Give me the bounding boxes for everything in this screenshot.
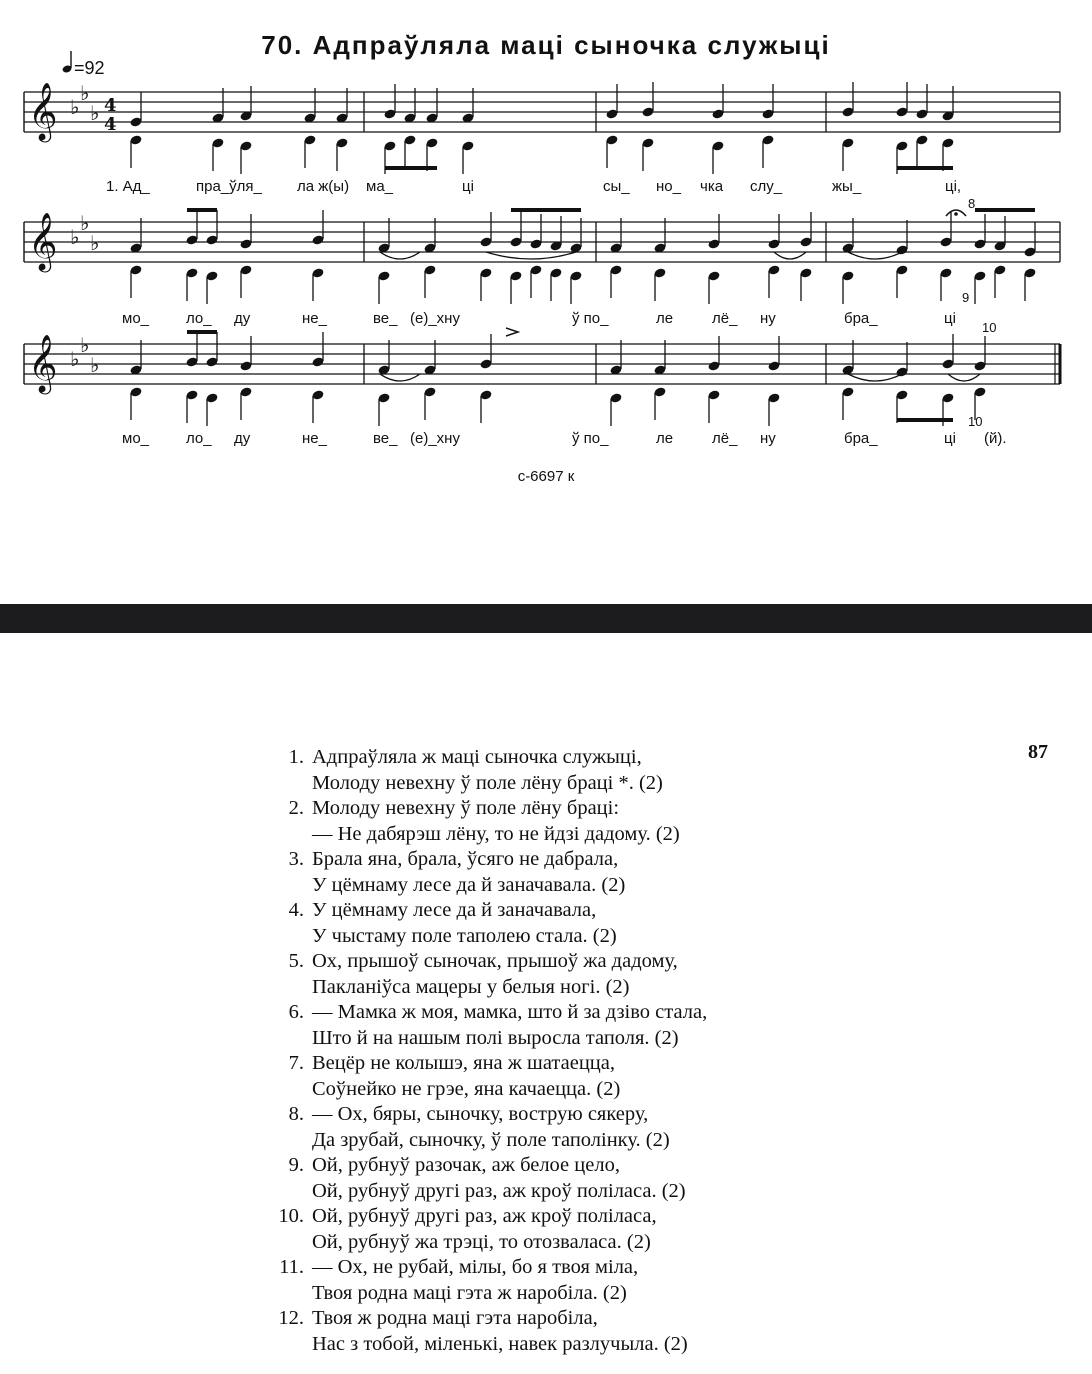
lyric-syllable: ну (760, 430, 776, 447)
plate-number: с-6697 к (517, 468, 575, 485)
lyric-syllable: ду (234, 430, 251, 447)
treble-clef-icon: 𝄞 (28, 334, 58, 392)
slur (380, 374, 420, 381)
fermata-dot-icon (954, 212, 958, 216)
lyric-syllable: ве_ (373, 310, 398, 327)
lyric-syllable: сы_ (603, 178, 630, 195)
flat-icon: ♭ (80, 211, 90, 235)
verse (270, 1051, 830, 1102)
lyric-syllable: мо_ (122, 430, 149, 447)
time-signature-icon: 4 (104, 114, 117, 135)
verse-line: Ой, рубнуў другі раз, аж кроў поліласа. (2) (312, 1179, 686, 1202)
verse-number: 12. (278, 1307, 304, 1329)
verse-line: — Не дабярэш лёну, то не йдзі дадому. (2) (312, 822, 680, 845)
verse-line: Ой, рубнуў разочак, аж белое цело, (312, 1154, 620, 1176)
verse-line: Што й на нашым полі выросла таполя. (2) (312, 1026, 679, 1049)
verse (270, 1204, 830, 1255)
verse-line: — Ох, не рубай, мілы, бо я твоя міла, (312, 1256, 639, 1278)
page-number: 87 (1028, 741, 1048, 763)
verse-number: 6. (288, 1001, 304, 1023)
verse-line: Ох, прышоў сыночак, прышоў жа дадому, (312, 950, 678, 972)
lyric-syllable: (е)_хну (410, 430, 460, 447)
time-signature-icon: 4 (104, 95, 117, 116)
lyric-syllable: слу_ (750, 178, 783, 195)
lyric-syllable: ці (462, 178, 474, 195)
slur (380, 252, 420, 259)
verse-number: 7. (288, 1052, 304, 1074)
flat-icon: ♭ (90, 101, 100, 125)
verse-line: Брала яна, брала, ўсяго не дабрала, (312, 848, 619, 870)
verse-number: 8. (288, 1103, 304, 1125)
verse-line: — Ох, бяры, сыночку, вострую сякеру, (312, 1103, 649, 1125)
lyric-syllable: пра_ўля_ (196, 178, 262, 195)
verse-line: Твоя родна маці гэта ж наробіла. (2) (312, 1281, 627, 1304)
flat-icon: ♭ (90, 353, 100, 377)
lyric-syllable: ў по_ (572, 310, 609, 327)
verse-number: 2. (288, 797, 304, 819)
verse (270, 949, 830, 1000)
lyric-syllable: ло_ (186, 310, 212, 327)
tempo-value: =92 (74, 58, 105, 78)
slur (948, 374, 980, 381)
verse-line: Пакланіўса мацеры у белыя ногі. (2) (312, 975, 630, 998)
verse (270, 1102, 830, 1153)
lyric-syllable: ці (944, 430, 956, 447)
verse (270, 1153, 830, 1204)
lyrics-row-3 (0, 430, 1092, 454)
lyric-syllable: ле (656, 310, 674, 327)
fingering-number: 9 (962, 290, 970, 305)
lyric-syllable: ла ж(ы) (297, 178, 350, 195)
lyric-syllable: ма_ (366, 178, 393, 195)
verse-line: Молоду невехну ў поле лёну браці *. (2) (312, 771, 663, 794)
slur (486, 252, 576, 259)
lyrics-row-1 (0, 178, 1092, 202)
lyric-syllable: но_ (656, 178, 681, 195)
lyrics-row-2 (0, 310, 1092, 334)
verse-line: Вецёр не колышэ, яна ж шатаецца, (312, 1052, 615, 1074)
treble-clef-icon: 𝄞 (28, 82, 58, 140)
song-title: 70. Адпраўляла маці сыночка служыці (261, 30, 831, 60)
verse (270, 1255, 830, 1306)
slur (774, 252, 806, 259)
verse-number: 11. (279, 1256, 304, 1278)
verse-number: 9. (288, 1154, 304, 1176)
lyric-syllable: ве_ (373, 430, 398, 447)
page-separator (0, 604, 1092, 633)
fingering-number: 10 (968, 414, 983, 429)
verse-line: У цёмнаму лесе да й заначавала, (312, 899, 597, 921)
lyric-syllable: (е)_хну (410, 310, 460, 327)
verse-line: — Мамка ж моя, мамка, што й за дзіво стала, (312, 1001, 708, 1023)
flat-icon: ♭ (70, 225, 80, 249)
verse-number: 1. (288, 746, 304, 768)
slur (848, 374, 902, 381)
text-page (0, 633, 1092, 1374)
lyric-syllable: ло_ (186, 430, 212, 447)
lyric-syllable: жы_ (832, 178, 862, 195)
lyric-syllable: лё_ (712, 310, 738, 327)
verse-line: Адпраўляла ж маці сыночка служыці, (312, 746, 642, 768)
verse-line: Молоду невехну ў поле лёну браці: (312, 797, 620, 819)
verse (270, 847, 830, 898)
music-staff-notation (0, 0, 1092, 460)
lyric-syllable: мо_ (122, 310, 149, 327)
flat-icon: ♭ (70, 95, 80, 119)
verse (270, 1306, 830, 1357)
fingering-number: 10 (982, 320, 997, 335)
lyric-syllable: ці (944, 310, 956, 327)
lyric-syllable: 1. Ад_ (106, 178, 150, 195)
lyric-syllable: не_ (302, 430, 327, 447)
lyric-syllable: ну (760, 310, 776, 327)
lyric-syllable: ле (656, 430, 674, 447)
flat-icon: ♭ (80, 333, 90, 357)
lyric-syllable: бра_ (844, 430, 878, 447)
verse-number: 5. (288, 950, 304, 972)
lyric-syllable: не_ (302, 310, 327, 327)
verse-line: Соўнейко не грэе, яна качаецца. (2) (312, 1077, 621, 1100)
slur (848, 252, 902, 259)
verse-line: У цёмнаму лесе да й заначавала. (2) (312, 873, 626, 896)
verse (270, 1000, 830, 1051)
flat-icon: ♭ (90, 231, 100, 255)
lyric-syllable: чка (700, 178, 724, 195)
lyric-syllable: лё_ (712, 430, 738, 447)
verse-number: 10. (278, 1205, 304, 1227)
verse (270, 745, 830, 796)
verse-list (270, 745, 830, 1357)
fingering-number: 8 (968, 196, 976, 211)
treble-clef-icon: 𝄞 (28, 212, 58, 270)
verse-line: Твоя ж родна маці гэта наробіла, (312, 1307, 598, 1329)
verse (270, 898, 830, 949)
flat-icon: ♭ (70, 347, 80, 371)
lyric-syllable: бра_ (844, 310, 878, 327)
score-page (0, 0, 1092, 604)
lyric-syllable: (й). (984, 430, 1007, 447)
lyric-syllable: ці, (945, 178, 962, 195)
verse-number: 3. (288, 848, 304, 870)
verse-line: Ой, рубнуў другі раз, аж кроў поліласа, (312, 1205, 657, 1227)
lyric-syllable: ду (234, 310, 251, 327)
verse (270, 796, 830, 847)
verse-line: Ой, рубнуў жа трэці, то отозваласа. (2) (312, 1230, 651, 1253)
lyric-syllable: ў по_ (572, 430, 609, 447)
verse-line: У чыстаму поле таполею стала. (2) (312, 924, 617, 947)
verse-number: 4. (288, 899, 304, 921)
verse-line: Нас з тобой, міленькі, навек разлучыла. (2) (312, 1332, 688, 1355)
verse-line: Да зрубай, сыночку, ў поле таполінку. (2) (312, 1128, 670, 1151)
flat-icon: ♭ (80, 81, 90, 105)
